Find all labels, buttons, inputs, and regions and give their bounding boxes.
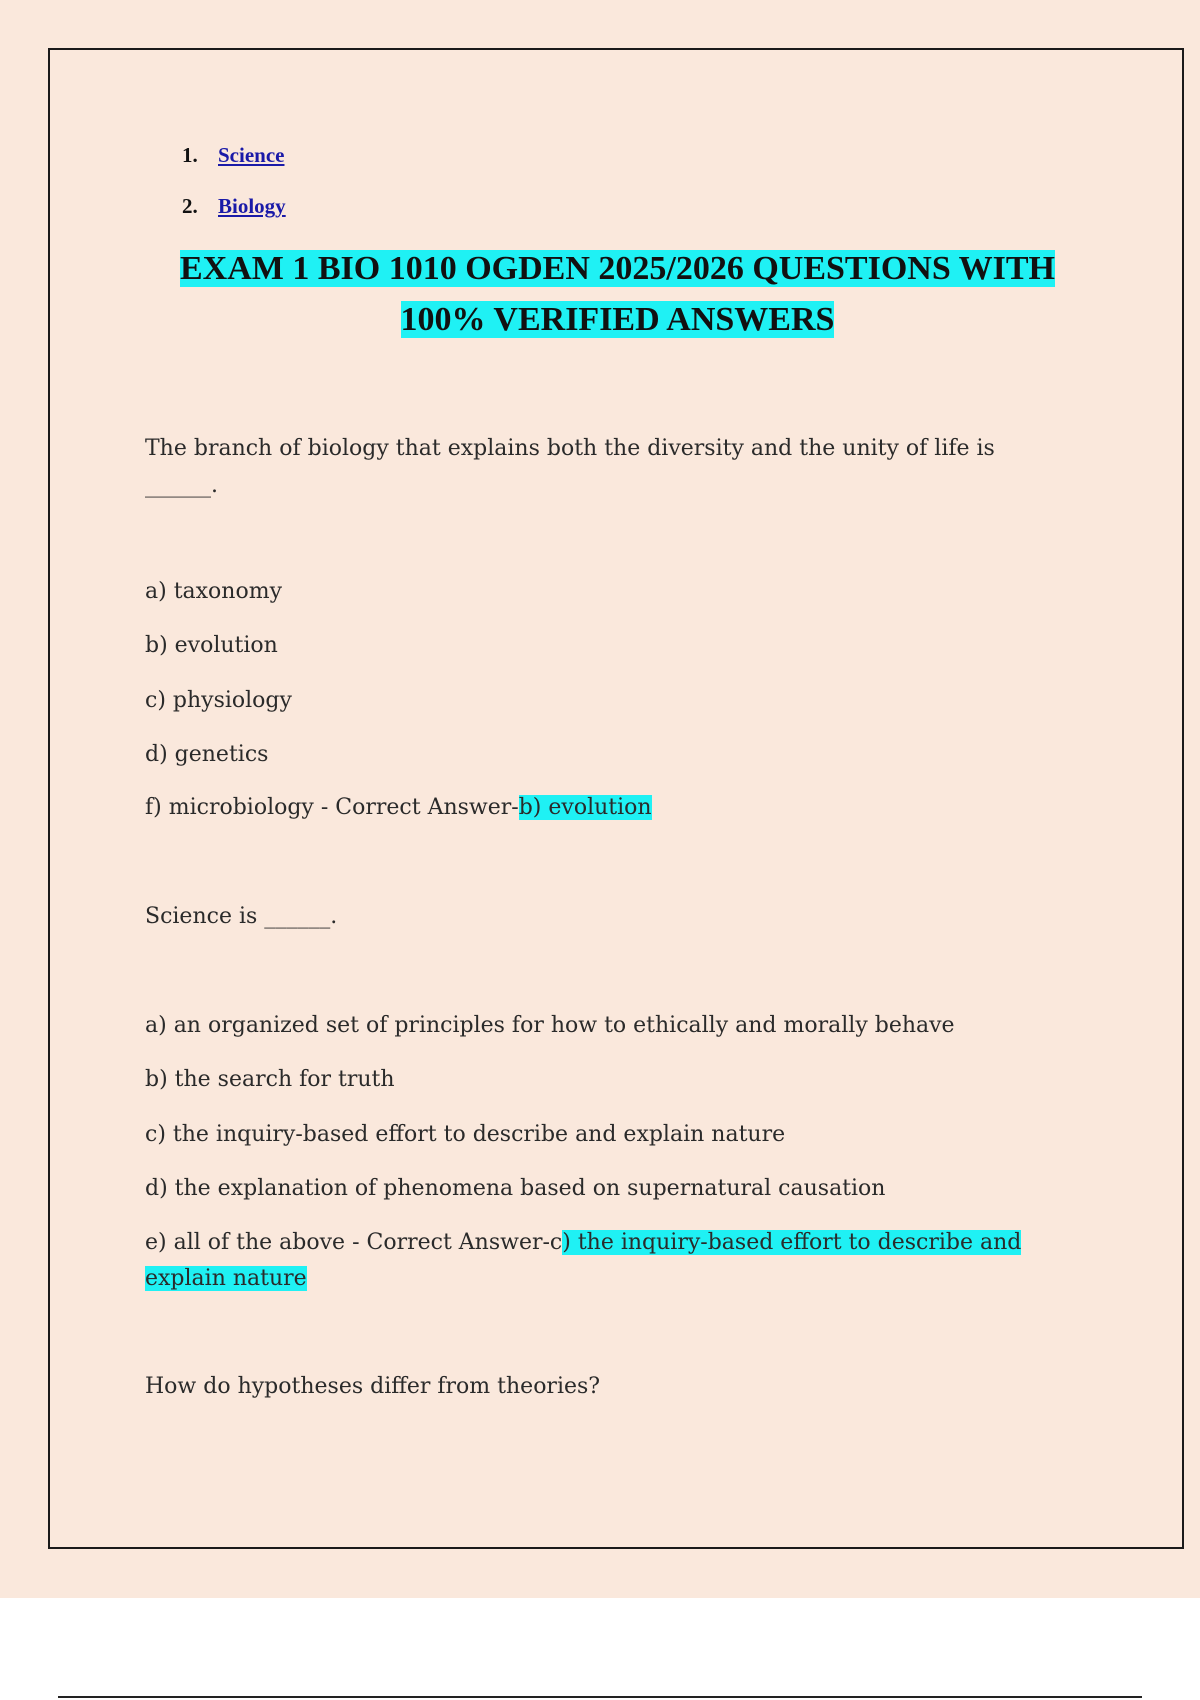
question-3-prompt: How do hypotheses differ from theories? [145, 1374, 601, 1399]
question-1-option-c: c) physiology [145, 688, 292, 713]
question-2-answer-continued [145, 1261, 307, 1297]
footer-divider [58, 1696, 1142, 1698]
question-1-prompt-blank: ______. [145, 473, 218, 498]
breadcrumb [182, 143, 286, 245]
question-1-option-f [145, 790, 652, 826]
question-2-answer-line-2: explain nature [145, 1266, 307, 1291]
breadcrumb-item-biology [182, 194, 286, 245]
title-line-1: EXAM 1 BIO 1010 OGDEN 2025/2026 QUESTIONS WITH [179, 250, 1055, 287]
breadcrumb-item-science [182, 143, 286, 194]
question-1-option-b: b) evolution [145, 633, 278, 658]
question-2-option-d: d) the explanation of phenomena based on supernatural causation [145, 1176, 886, 1201]
question-2-option-e [145, 1225, 1021, 1261]
question-1-option-d: d) genetics [145, 742, 269, 767]
breadcrumb-number: 2. [182, 194, 198, 218]
question-2-option-b: b) the search for truth [145, 1067, 395, 1092]
breadcrumb-link-science[interactable]: Science [218, 143, 285, 167]
question-1-answer: b) evolution [518, 795, 652, 820]
question-1-last-option: f) microbiology - Correct Answer- [145, 795, 519, 820]
question-2-answer: ) the inquiry-based effort to describe and [562, 1230, 1022, 1255]
question-1-option-a: a) taxonomy [145, 579, 283, 604]
question-2-option-a: a) an organized set of principles for how to ethically and morally behave [145, 1013, 955, 1038]
breadcrumb-number: 1. [182, 143, 198, 167]
document-title [60, 243, 1175, 345]
title-line-2: 100% VERIFIED ANSWERS [400, 301, 835, 338]
question-2-last-option: e) all of the above - Correct Answer-c [145, 1230, 563, 1255]
breadcrumb-link-biology[interactable]: Biology [218, 194, 286, 218]
question-2-option-c: c) the inquiry-based effort to describe and explain nature [145, 1122, 786, 1147]
question-2-prompt: Science is ______. [145, 904, 338, 929]
question-1-prompt: The branch of biology that explains both the diversity and the unity of life is [145, 436, 995, 461]
